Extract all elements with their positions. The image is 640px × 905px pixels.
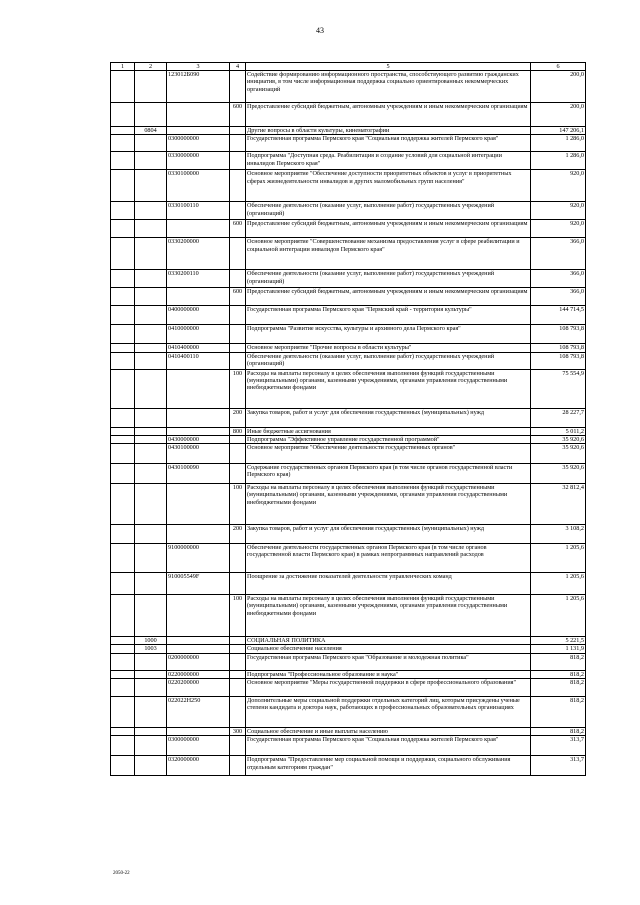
subsection-cell (135, 369, 167, 408)
expense-type-cell (230, 238, 246, 270)
amount-cell: 818,2 (531, 653, 586, 670)
amount-cell: 920,0 (531, 202, 586, 220)
amount-cell: 28 227,7 (531, 408, 586, 427)
table-row (111, 679, 586, 697)
expense-type-cell: 300 (230, 728, 246, 736)
subsection-cell (135, 653, 167, 670)
section-cell (111, 325, 135, 344)
subsection-cell: 1000 (135, 637, 167, 645)
description-cell: Содействие формированию информационного пространства, способствующего развитию гражданских инициатив, в том числе информационная поддержка социально ориентированных некоммерческих организаций (246, 71, 531, 103)
amount-cell: 1 205,6 (531, 573, 586, 595)
expense-type-cell (230, 71, 246, 103)
target-article-cell (167, 525, 230, 544)
amount-cell: 818,2 (531, 679, 586, 697)
section-cell (111, 484, 135, 525)
table-row (111, 697, 586, 728)
subsection-cell (135, 728, 167, 736)
section-cell (111, 728, 135, 736)
description-cell: Обеспечение деятельности (оказание услуг, выполнение работ) государственных учреждений (организаций) (246, 352, 531, 369)
target-article-cell: 0330200000 (167, 238, 230, 270)
table-row (111, 202, 586, 220)
amount-cell: 1 205,6 (531, 544, 586, 573)
table-row (111, 220, 586, 238)
subsection-cell (135, 238, 167, 270)
target-article-cell (167, 103, 230, 127)
subsection-cell (135, 220, 167, 238)
amount-cell: 1 286,0 (531, 135, 586, 152)
expense-type-cell (230, 352, 246, 369)
table-row (111, 127, 586, 135)
target-article-cell (167, 408, 230, 427)
description-cell: Основное мероприятие "Прочие вопросы в области культуры" (246, 344, 531, 352)
section-cell (111, 270, 135, 288)
table-row (111, 645, 586, 653)
amount-cell: 366,0 (531, 270, 586, 288)
description-cell: Социальное обеспечение и иные выплаты населению (246, 728, 531, 736)
subsection-cell (135, 525, 167, 544)
section-cell (111, 464, 135, 484)
section-cell (111, 435, 135, 443)
section-cell (111, 444, 135, 464)
table-row (111, 728, 586, 736)
amount-cell: 818,2 (531, 670, 586, 678)
subsection-cell (135, 103, 167, 127)
section-cell (111, 202, 135, 220)
description-cell: Обеспечение деятельности государственных органов Пермского края (в том числе органов государственной власти Пермского края) в рамках непрограммных направлений расходов (246, 544, 531, 573)
section-cell (111, 653, 135, 670)
subsection-cell (135, 435, 167, 443)
expense-type-cell (230, 435, 246, 443)
description-cell: Основное мероприятие "Меры государственной поддержки в сфере профессионального образования" (246, 679, 531, 697)
budget-table (110, 62, 586, 776)
description-cell: Поощрение за достижение показателей деятельности управленческих команд (246, 573, 531, 595)
expense-type-cell: 600 (230, 220, 246, 238)
description-cell: Расходы на выплаты персоналу в целях обеспечения выполнения функций государственными (муниципальными) органами, казенными учреждениями, органами управления государственными внебюджетными фондами (246, 369, 531, 408)
subsection-cell (135, 152, 167, 170)
table-row (111, 170, 586, 202)
expense-type-cell (230, 325, 246, 344)
expense-type-cell (230, 202, 246, 220)
section-cell (111, 127, 135, 135)
table-row (111, 71, 586, 103)
amount-cell: 1 205,6 (531, 595, 586, 637)
amount-cell: 1 286,0 (531, 152, 586, 170)
expense-type-cell (230, 653, 246, 670)
expense-type-cell (230, 637, 246, 645)
subsection-cell (135, 544, 167, 573)
description-cell: Дополнительные меры социальной поддержки отдельных категорий лиц, которым присуждены ученые степени кандидата и доктора наук, работающих в профессиональных образовательных организациях (246, 697, 531, 728)
section-cell (111, 595, 135, 637)
table-row (111, 369, 586, 408)
description-cell: Обеспечение деятельности (оказание услуг, выполнение работ) государственных учреждений (организаций) (246, 202, 531, 220)
section-cell (111, 637, 135, 645)
description-cell: Подпрограмма "Профессиональное образование и наука" (246, 670, 531, 678)
table-row (111, 103, 586, 127)
expense-type-cell: 200 (230, 525, 246, 544)
section-cell (111, 135, 135, 152)
subsection-cell (135, 135, 167, 152)
target-article-cell: 0320000000 (167, 756, 230, 776)
subsection-cell (135, 573, 167, 595)
table-row (111, 352, 586, 369)
amount-cell: 366,0 (531, 288, 586, 306)
expense-type-cell (230, 679, 246, 697)
subsection-cell (135, 170, 167, 202)
column-number-row (111, 63, 586, 71)
description-cell: Предоставление субсидий бюджетным, автономным учреждениям и иным некоммерческим организациям (246, 103, 531, 127)
expense-type-cell (230, 270, 246, 288)
target-article-cell: 0410000000 (167, 325, 230, 344)
amount-cell: 200,0 (531, 103, 586, 127)
subsection-cell (135, 464, 167, 484)
expense-type-cell (230, 344, 246, 352)
amount-cell: 108 793,8 (531, 325, 586, 344)
target-article-cell: 0430100000 (167, 444, 230, 464)
description-cell: Закупка товаров, работ и услуг для обеспечения государственных (муниципальных) нужд (246, 525, 531, 544)
subsection-cell (135, 270, 167, 288)
table-row (111, 544, 586, 573)
column-number: 6 (531, 63, 586, 71)
table-row (111, 595, 586, 637)
amount-cell: 147 206,1 (531, 127, 586, 135)
description-cell: Иные бюджетные ассигнования (246, 427, 531, 435)
expense-type-cell (230, 544, 246, 573)
target-article-cell: 0330200110 (167, 270, 230, 288)
description-cell: Основное мероприятие "Совершенствование механизма предоставления услуг в сфере реабилитации и социальной интеграции инвалидов Пермского края" (246, 238, 531, 270)
description-cell: Основное мероприятие "Обеспечение доступности приоритетных объектов и услуг в приоритетных сферах жизнедеятельности инвалидов и других маломобильных групп населения" (246, 170, 531, 202)
target-article-cell: 0430100090 (167, 464, 230, 484)
amount-cell: 366,0 (531, 238, 586, 270)
section-cell (111, 352, 135, 369)
expense-type-cell (230, 573, 246, 595)
section-cell (111, 288, 135, 306)
amount-cell: 32 812,4 (531, 484, 586, 525)
subsection-cell (135, 344, 167, 352)
section-cell (111, 645, 135, 653)
table-row (111, 427, 586, 435)
expense-type-cell (230, 670, 246, 678)
table-row (111, 238, 586, 270)
subsection-cell (135, 484, 167, 525)
document-code: 2050-22 (113, 871, 130, 876)
section-cell (111, 670, 135, 678)
target-article-cell: 0220000000 (167, 670, 230, 678)
subsection-cell (135, 670, 167, 678)
section-cell (111, 220, 135, 238)
description-cell: Социальное обеспечение населения (246, 645, 531, 653)
column-number: 3 (167, 63, 230, 71)
amount-cell: 818,2 (531, 697, 586, 728)
target-article-cell (167, 728, 230, 736)
table-row (111, 288, 586, 306)
subsection-cell (135, 736, 167, 756)
expense-type-cell (230, 152, 246, 170)
column-number: 2 (135, 63, 167, 71)
subsection-cell (135, 288, 167, 306)
description-cell: Государственная программа Пермского края "Пермский край - территория культуры" (246, 306, 531, 325)
description-cell: Подпрограмма "Эффективное управление государственной программой" (246, 435, 531, 443)
expense-type-cell: 800 (230, 427, 246, 435)
section-cell (111, 697, 135, 728)
subsection-cell (135, 202, 167, 220)
description-cell: Содержание государственных органов Пермского края (в том числе органов государственной власти Пермского края) (246, 464, 531, 484)
amount-cell: 818,2 (531, 728, 586, 736)
target-article-cell: 0300000000 (167, 135, 230, 152)
target-article-cell (167, 637, 230, 645)
description-cell: Государственная программа Пермского края "Образование и молодежная политика" (246, 653, 531, 670)
description-cell: Расходы на выплаты персоналу в целях обеспечения выполнения функций государственными (муниципальными) органами, казенными учреждениями, органами управления государственными внебюджетными фондами (246, 595, 531, 637)
section-cell (111, 756, 135, 776)
amount-cell: 200,0 (531, 71, 586, 103)
section-cell (111, 736, 135, 756)
column-number: 5 (246, 63, 531, 71)
subsection-cell (135, 697, 167, 728)
section-cell (111, 408, 135, 427)
target-article-cell: 0330100110 (167, 202, 230, 220)
target-article-cell: 022022Н250 (167, 697, 230, 728)
expense-type-cell (230, 170, 246, 202)
amount-cell: 920,0 (531, 170, 586, 202)
amount-cell: 35 920,6 (531, 464, 586, 484)
amount-cell: 920,0 (531, 220, 586, 238)
description-cell: Предоставление субсидий бюджетным, автономным учреждениям и иным некоммерческим организациям (246, 220, 531, 238)
description-cell: Другие вопросы в области культуры, кинематографии (246, 127, 531, 135)
table-row (111, 344, 586, 352)
section-cell (111, 679, 135, 697)
target-article-cell: 0300000000 (167, 736, 230, 756)
table-row (111, 525, 586, 544)
description-cell: Государственная программа Пермского края "Социальная поддержка жителей Пермского края" (246, 135, 531, 152)
table-row (111, 637, 586, 645)
description-cell: Обеспечение деятельности (оказание услуг, выполнение работ) государственных учреждений (организаций) (246, 270, 531, 288)
target-article-cell: 910005549F (167, 573, 230, 595)
amount-cell: 108 793,8 (531, 344, 586, 352)
table-header (111, 63, 586, 71)
expense-type-cell (230, 135, 246, 152)
section-cell (111, 573, 135, 595)
section-cell (111, 344, 135, 352)
target-article-cell (167, 369, 230, 408)
expense-type-cell (230, 756, 246, 776)
description-cell: Предоставление субсидий бюджетным, автономным учреждениям и иным некоммерческим организациям (246, 288, 531, 306)
table-row (111, 756, 586, 776)
description-cell: Подпрограмма "Развитие искусства, культуры и архивного дела Пермского края" (246, 325, 531, 344)
description-cell: Подпрограмма "Доступная среда. Реабилитация и создание условий для социальной интеграции инвалидов Пермского края" (246, 152, 531, 170)
subsection-cell (135, 408, 167, 427)
amount-cell: 5 221,5 (531, 637, 586, 645)
target-article-cell: 9100000000 (167, 544, 230, 573)
section-cell (111, 71, 135, 103)
amount-cell: 313,7 (531, 756, 586, 776)
subsection-cell (135, 325, 167, 344)
target-article-cell (167, 427, 230, 435)
amount-cell: 5 011,2 (531, 427, 586, 435)
amount-cell: 75 554,9 (531, 369, 586, 408)
expense-type-cell (230, 464, 246, 484)
amount-cell: 3 108,2 (531, 525, 586, 544)
description-cell: Подпрограмма "Предоставление мер социальной помощи и поддержки, социального обслуживания отдельным категориям граждан" (246, 756, 531, 776)
subsection-cell (135, 595, 167, 637)
target-article-cell (167, 220, 230, 238)
section-cell (111, 238, 135, 270)
column-number: 4 (230, 63, 246, 71)
section-cell (111, 170, 135, 202)
table-row (111, 736, 586, 756)
target-article-cell: 0330000000 (167, 152, 230, 170)
subsection-cell: 0804 (135, 127, 167, 135)
subsection-cell (135, 756, 167, 776)
table-row (111, 573, 586, 595)
target-article-cell: 0430000000 (167, 435, 230, 443)
table-row (111, 306, 586, 325)
section-cell (111, 103, 135, 127)
expense-type-cell (230, 645, 246, 653)
description-cell: Основное мероприятие "Обеспечение деятельности государственных органов" (246, 444, 531, 464)
target-article-cell: 0330100000 (167, 170, 230, 202)
table-row (111, 484, 586, 525)
amount-cell: 35 920,6 (531, 435, 586, 443)
target-article-cell: 0410400000 (167, 344, 230, 352)
target-article-cell (167, 288, 230, 306)
amount-cell: 108 793,8 (531, 352, 586, 369)
expense-type-cell: 100 (230, 369, 246, 408)
expense-type-cell: 600 (230, 103, 246, 127)
table-row (111, 270, 586, 288)
target-article-cell (167, 645, 230, 653)
subsection-cell (135, 306, 167, 325)
subsection-cell (135, 427, 167, 435)
expense-type-cell: 100 (230, 595, 246, 637)
target-article-cell (167, 484, 230, 525)
section-cell (111, 369, 135, 408)
amount-cell: 35 920,6 (531, 444, 586, 464)
subsection-cell (135, 444, 167, 464)
target-article-cell: 123012Б090 (167, 71, 230, 103)
table-row (111, 408, 586, 427)
description-cell: Закупка товаров, работ и услуг для обеспечения государственных (муниципальных) нужд (246, 408, 531, 427)
table-row (111, 670, 586, 678)
target-article-cell (167, 595, 230, 637)
target-article-cell (167, 127, 230, 135)
section-cell (111, 152, 135, 170)
table-row (111, 435, 586, 443)
target-article-cell: 0200000000 (167, 653, 230, 670)
target-article-cell: 0220200000 (167, 679, 230, 697)
table-row (111, 325, 586, 344)
description-cell: Государственная программа Пермского края "Социальная поддержка жителей Пермского края" (246, 736, 531, 756)
subsection-cell (135, 71, 167, 103)
expense-type-cell (230, 306, 246, 325)
section-cell (111, 544, 135, 573)
table-row (111, 444, 586, 464)
description-cell: СОЦИАЛЬНАЯ ПОЛИТИКА (246, 637, 531, 645)
subsection-cell: 1003 (135, 645, 167, 653)
expense-type-cell: 200 (230, 408, 246, 427)
expense-type-cell (230, 444, 246, 464)
table-row (111, 653, 586, 670)
table-body (111, 71, 586, 776)
section-cell (111, 306, 135, 325)
amount-cell: 313,7 (531, 736, 586, 756)
expense-type-cell (230, 697, 246, 728)
expense-type-cell: 100 (230, 484, 246, 525)
subsection-cell (135, 679, 167, 697)
target-article-cell: 0410400110 (167, 352, 230, 369)
amount-cell: 1 131,9 (531, 645, 586, 653)
section-cell (111, 427, 135, 435)
target-article-cell: 0400000000 (167, 306, 230, 325)
subsection-cell (135, 352, 167, 369)
table-row (111, 152, 586, 170)
section-cell (111, 525, 135, 544)
amount-cell: 144 714,5 (531, 306, 586, 325)
table-row (111, 464, 586, 484)
expense-type-cell: 600 (230, 288, 246, 306)
expense-type-cell (230, 736, 246, 756)
description-cell: Расходы на выплаты персоналу в целях обеспечения выполнения функций государственными (муниципальными) органами, казенными учреждениями, органами управления государственными внебюджетными фондами (246, 484, 531, 525)
page-number: 43 (316, 26, 324, 35)
column-number: 1 (111, 63, 135, 71)
table-row (111, 135, 586, 152)
expense-type-cell (230, 127, 246, 135)
